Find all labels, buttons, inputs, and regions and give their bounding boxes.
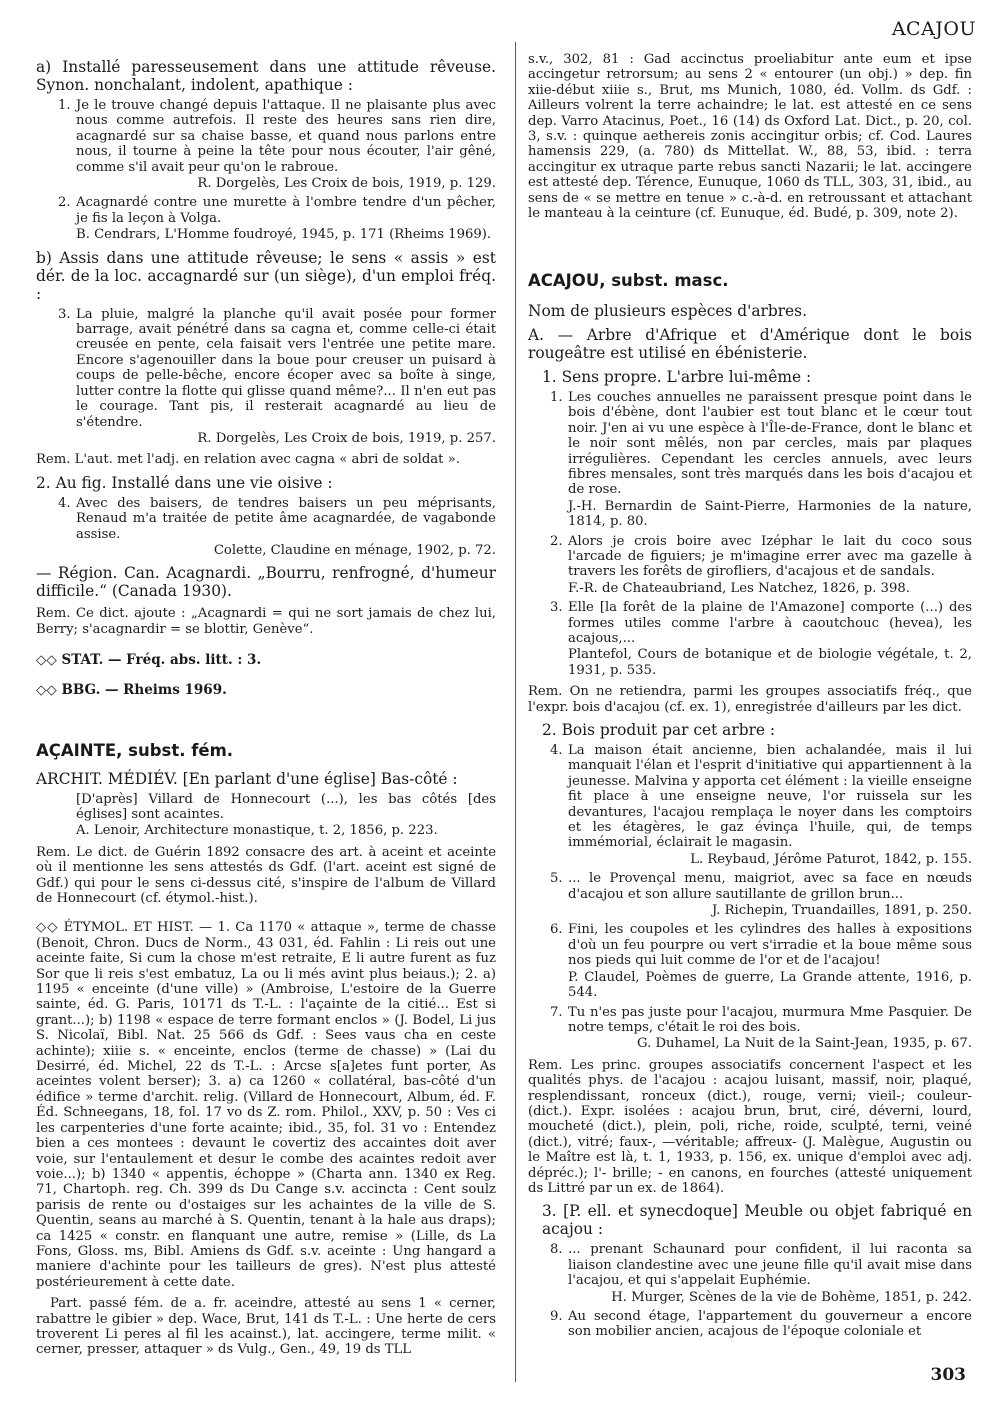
- quote-r6: [528, 922, 972, 1000]
- quote-source: G. Duhamel, La Nuit de la Saint-Jean, 1935, p. 67.: [637, 1036, 972, 1052]
- quote-text: Fini, les coupoles et les cylindres des halles à expositions d'où un feu pourpre ou vert s'irradie et la boue même sous nos pieds qui luit comme de l'or et de l'acajou!: [568, 922, 972, 969]
- etymology-part: Part. passé fém. de a. fr. aceindre, attesté au sens 1 « cerner, rabattre le gibier » dep. Wace, Brut, 141 ds T.-L. : Une herte de cers troverent Li peres al fil les acainst.), lat. accingere, terme milit. « cerner, presser, attaquer » ds Vulg., Gen., 49, 19 ds TLL: [36, 1296, 496, 1358]
- column-divider: [515, 42, 516, 1382]
- quote-number: 2.: [550, 533, 563, 549]
- right-column: [528, 52, 972, 1340]
- quote-text: Alors je crois boire avec Izéphar le lait du coco sous l'arcade de figuiers; je m'imagine errer avec ma gazelle à travers les forêts de girofliers, d'acajous et de sandals.: [568, 533, 972, 580]
- quote-text: Avec des baisers, de tendres baisers un peu méprisants, Renaud m'a traitée de petite âme acagnardée, de vagabonde assise.: [76, 495, 496, 542]
- sense-1-heading: 1. Sens propre. L'arbre lui-même :: [542, 367, 812, 386]
- quote-number: 2.: [58, 195, 71, 211]
- quote-4: [36, 496, 496, 559]
- remark: Rem. L'aut. met l'adj. en relation avec cagna « abri de soldat ».: [36, 452, 460, 468]
- quote-number: 7.: [550, 1004, 563, 1020]
- regional-usage: — Région. Can. Acagnardi. „Bourru, renfrogné, d'humeur difficile.“ (Canada 1930).: [36, 564, 496, 601]
- sense-3-heading: 3. [P. ell. et synecdoque] Meuble ou objet fabriqué en acajou :: [542, 1202, 972, 1239]
- quote-source: J. Richepin, Truandailles, 1891, p. 250.: [711, 903, 972, 919]
- quote-r9: [528, 1309, 972, 1340]
- remark: Rem. Les princ. groupes associatifs concernent l'aspect et les qualités phys. de l'acajou : acajou luisant, massif, noir, plaqué, resplendissant, ronceux (dict.), rouge, verni; vieil-; couleur- (dict.). Expr. isolées : acajou brun, brut, ciré, déverni, lourd, moucheté (dict.), plein, poli, riche, roide, sculpté, terni, veiné (dict.), vitré; faux-, —véritable; affreux- (J. Malègue, Augustin ou le Maître est là, t. 1, 1933, p. 156, ex. unique d'emploi avec adj. dépréc.); l'- brille; - en canons, en fourches (attesté uniquement ds Littré par un ex. de 1864).: [528, 1057, 972, 1196]
- quote-source: L. Reybaud, Jérôme Paturot, 1842, p. 155.: [690, 851, 972, 867]
- quote-source: B. Cendrars, L'Homme foudroyé, 1945, p. 171 (Rheims 1969).: [76, 227, 492, 243]
- quote-source: Plantefol, Cours de botanique et de biologie végétale, t. 2, 1931, p. 535.: [568, 647, 972, 678]
- page-number: 303: [930, 1365, 966, 1385]
- quote-r1: [528, 390, 972, 530]
- acainte-definition: ARCHIT. MÉDIÉV. [En parlant d'une église] Bas-côté :: [36, 769, 458, 788]
- quote-number: 1.: [550, 389, 563, 405]
- quote-source: P. Claudel, Poèmes de guerre, La Grande attente, 1916, p. 544.: [568, 969, 972, 1001]
- quote-source: F.-R. de Chateaubriand, Les Natchez, 1826, p. 398.: [568, 580, 910, 596]
- quote-number: 4.: [550, 743, 563, 758]
- quote-number: 3.: [550, 600, 563, 616]
- remark: Rem. Le dict. de Guérin 1892 consacre des art. à aceint et aceinte où il mentionne les sens attestés ds Gdf. (l'art. aceint est signé de Gdf.) qui pour le sens ci-dessus cité, s'inspire de l'album de Villard de Honnecourt (cf. étymol.-hist.).: [36, 844, 496, 906]
- headword-acajou: ACAJOU, subst. masc.: [528, 271, 729, 291]
- left-column: [36, 52, 496, 1358]
- etymology: ◇◇ ÉTYMOL. ET HIST. — 1. Ca 1170 « attaque », terme de chasse (Benoit, Chron. Ducs de Norm., 43 031, éd. Fahlin : Li reis out une aceinte faite, Si cum la chose m'est retraite, E li autre furent as fuz Sor que li reis s'est embatuz, La ou li més avint plus beiaus.); 2. a) 1195 « enceinte (d'une ville) » (Ambroise, L'estoire de la Guerre sainte, éd. G. Paris, 10171 ds T.-L. : l'açainte de la citié... Est si grant...); b) 1198 « espace de terre formant enclos » (J. Bodel, Li jus S. Nicolaï, Bibl. Nat. 25 566 ds Gdf. : Sees vaus cha en ceste achinte); xiiie s. « enceinte, enclos (terme de chasse) » (Lai du Desirré, éd. Michel, 22 ds T.-L. : Arcse s[a]etes funt porter, As aceintes volent berser); 3. a) ca 1260 « collatéral, bas-côté d'un édifice » terme d'archit. relig. (Villard de Honnecourt, Album, éd. F. Éd. Schneegans, 18, fol. 17 vo ds Z. rom. Philol., XXV, p. 50 : Ves ci les carpenteries d'une forte acainte; ibid., 35, fol. 31 vo : Entendez bien a ces montees : devaunt le covertiz des accaintes doit aver voie, sur l'entaulement et desur le combe des acaintes redoit aver voie...); b) 1340 « appentis, échoppe » (Charta ann. 1340 ex Reg. 71, Chartoph. reg. Ch. 399 ds Du Cange s.v. accincta : Cent soulz parisis de rente ou d'ostaiges sur les achaintes de la ville de S. Quentin, seans au marché à S. Quentin, tenant à la hale aus draps); ca 1425 « constr. en flanquant une autre, remise » (Lille, ds La Fons, Gloss. ms, Bibl. Amiens ds Gdf. s.v. aceinte : Ung hangard a maniere d'achinte pour les tailleurs de gres). N'est plus attesté postérieurement à cette date.: [36, 920, 496, 1290]
- quote-source: A. Lenoir, Architecture monastique, t. 2, 1856, p. 223.: [76, 823, 438, 839]
- quote-r3: [528, 600, 972, 678]
- acajou-definition: Nom de plusieurs espèces d'arbres.: [528, 301, 807, 320]
- sense-a-heading: a) Installé paresseusement dans une attitude rêveuse. Synon. nonchalant, indolent, apathique :: [36, 58, 496, 94]
- etymology-continued: s.v., 302, 81 : Gad accinctus proeliabitur ante eum et ipse accingetur retrorsum; au sens 2 « entourer (un obj.) » dep. fin xiie-début xiiie s., Brut, ms Munich, 1080, éd. Vollm. ds Gdf. : Ailleurs volrent la terre achaindre; le lat. est attesté en ce sens dep. Varro Atacinus, Poet., 16 (14) ds Oxford Lat. Dict., p. 20, col. 3, s.v. : quinque aethereis zonis accingitur orbis; cf. Cod. Laures hamensis 229, (a. 780) ds Mittellat. W., 88, 53, ibid. : terra accingitur ex utraque parte rebus sancti Nazarii; le lat. accingere est attesté dep. Térence, Eunuque, 1060 ds TLL, 303, 31, ibid., au sens de « se mettre en tenue » c.-à-d. en retroussant et attachant le manteau à la ceinture (cf. Eunuque, éd. Budé, p. 309, note 2).: [528, 52, 972, 222]
- quote-r4: [528, 743, 972, 867]
- quote-source: R. Dorgelès, Les Croix de bois, 1919, p. 257.: [197, 430, 496, 446]
- quote-text: Je le trouve changé depuis l'attaque. Il ne plaisante plus avec nous comme autrefois. Il reste des heures sans rien dire, acagnardé sur sa chaise basse, et quand nous parlons entre nous, il tourne à peine la tête pour nous écouter, l'air gêné, comme s'il avait peur qu'on le rabroue.: [76, 98, 496, 175]
- remark: Rem. On ne retiendra, parmi les groupes associatifs fréq., que l'expr. bois d'acajou (cf. ex. 1), enregistrée d'ailleurs par les dict.: [528, 684, 972, 715]
- sense-2-heading: 2. Bois produit par cet arbre :: [542, 721, 776, 739]
- quote-number: 3.: [58, 306, 71, 322]
- quote-number: 1.: [58, 98, 71, 113]
- stat-line: ◇◇ STAT. — Fréq. abs. litt. : 3.: [36, 652, 262, 669]
- quote-number: 5.: [550, 871, 563, 887]
- quote-number: 4.: [58, 495, 71, 511]
- quote-text: ... prenant Schaunard pour confident, il lui raconta sa liaison clandestine avec une jeune fille qu'il avait mise dans l'acajou, et qui s'appelait Euphémie.: [568, 1242, 972, 1289]
- quote-acainte: [36, 792, 496, 839]
- quote-text: Tu n'es pas juste pour l'acajou, murmura Mme Pasquier. De notre temps, c'était le roi des bois.: [568, 1004, 972, 1035]
- quote-text: La maison était ancienne, bien achalandée, mais il lui manquait l'élan et l'esprit d'initiative qui appartiennent à la jeunesse. Malvina y apporta cet élément : la vieille enseigne fit place à une enseigne neuve, l'or ruissela sur les devantures, l'acajou remplaça le noyer dans les comptoirs et les étagères, le gaz évinça l'huile, qui, de temps immémorial, éclairait le magasin.: [568, 743, 972, 851]
- quote-source: H. Murger, Scènes de la vie de Bohème, 1851, p. 242.: [611, 1289, 972, 1305]
- quote-text: Acagnardé contre une murette à l'ombre tendre d'un pêcher, je fis la leçon à Volga.: [76, 195, 496, 226]
- quote-text: Les couches annuelles ne paraissent presque point dans le bois d'ébène, dont l'aubier est tout blanc et le cœur tout noir. J'en ai vu une espèce à l'Île-de-France, dont le blanc et le noir sont mêlés, non par cercles, mais par plaques irrégulières. Cependant les cercles annuels, avec leurs fibres mensales, sont très marqués dans les bois d'acajou et de rose.: [568, 389, 972, 498]
- figurative-heading: 2. Au fig. Installé dans une vie oisive :: [36, 473, 333, 492]
- quote-r2: [528, 534, 972, 597]
- quote-source: R. Dorgelès, Les Croix de bois, 1919, p. 129.: [197, 176, 496, 192]
- quote-text: La pluie, malgré la planche qu'il avait posée pour former barrage, avait pénétré dans sa cagna et, comme celle-ci était creusée en pente, cela faisait vers l'entrée une petite mare. Encore s'agenouiller dans la boue pour creuser un puisard à coups de pelle-bêche, encore écoper avec sa boîte à singe, lutter contre la flotte qui glisse quand même?... Il n'en eut pas le courage. Tant pis, il resterait acagnardé au lieu de s'étendre.: [76, 306, 496, 430]
- bbg-line: ◇◇ BBG. — Rheims 1969.: [36, 682, 227, 699]
- quote-text: [D'après] Villard de Honnecourt (...), les bas côtés [des églises] sont acaintes.: [76, 791, 496, 822]
- running-head: ACAJOU: [891, 18, 976, 40]
- quote-text: ... le Provençal menu, maigriot, avec sa face en nœuds d'acajou et son allure sautillante de grillon brun...: [568, 871, 972, 902]
- quote-2: [36, 195, 496, 242]
- quote-number: 6.: [550, 922, 563, 938]
- quote-r5: [528, 871, 972, 918]
- sense-b-heading: b) Assis dans une attitude rêveuse; le sens « assis » est dér. de la loc. accagnardé sur (un siège), d'un emploi fréq. :: [36, 248, 496, 303]
- quote-r7: [528, 1005, 972, 1052]
- headword-acainte: AÇAINTE, subst. fém.: [36, 741, 234, 761]
- quote-1: [36, 98, 496, 191]
- section-a-heading: A. — Arbre d'Afrique et d'Amérique dont le bois rougeâtre est utilisé en ébénisterie.: [528, 325, 972, 362]
- quote-3: [36, 307, 496, 447]
- quote-text: Elle [la forêt de la plaine de l'Amazone] comporte (...) des formes utiles comme l'arbre à caoutchouc (hevea), les acajous,...: [568, 600, 972, 646]
- remark: Rem. Ce dict. ajoute : „Acagnardi = qui ne sort jamais de chez lui, Berry; s'acagnardir = se blottir, Genève“.: [36, 606, 496, 637]
- quote-source: J.-H. Bernardin de Saint-Pierre, Harmonies de la nature, 1814, p. 80.: [568, 498, 972, 530]
- quote-source: Colette, Claudine en ménage, 1902, p. 72.: [213, 542, 496, 558]
- quote-number: 8.: [550, 1242, 563, 1258]
- quote-text: Au second étage, l'appartement du gouverneur a encore son mobilier ancien, acajous de l'époque coloniale et: [568, 1309, 972, 1340]
- quote-r8: [528, 1242, 972, 1305]
- quote-number: 9.: [550, 1309, 563, 1324]
